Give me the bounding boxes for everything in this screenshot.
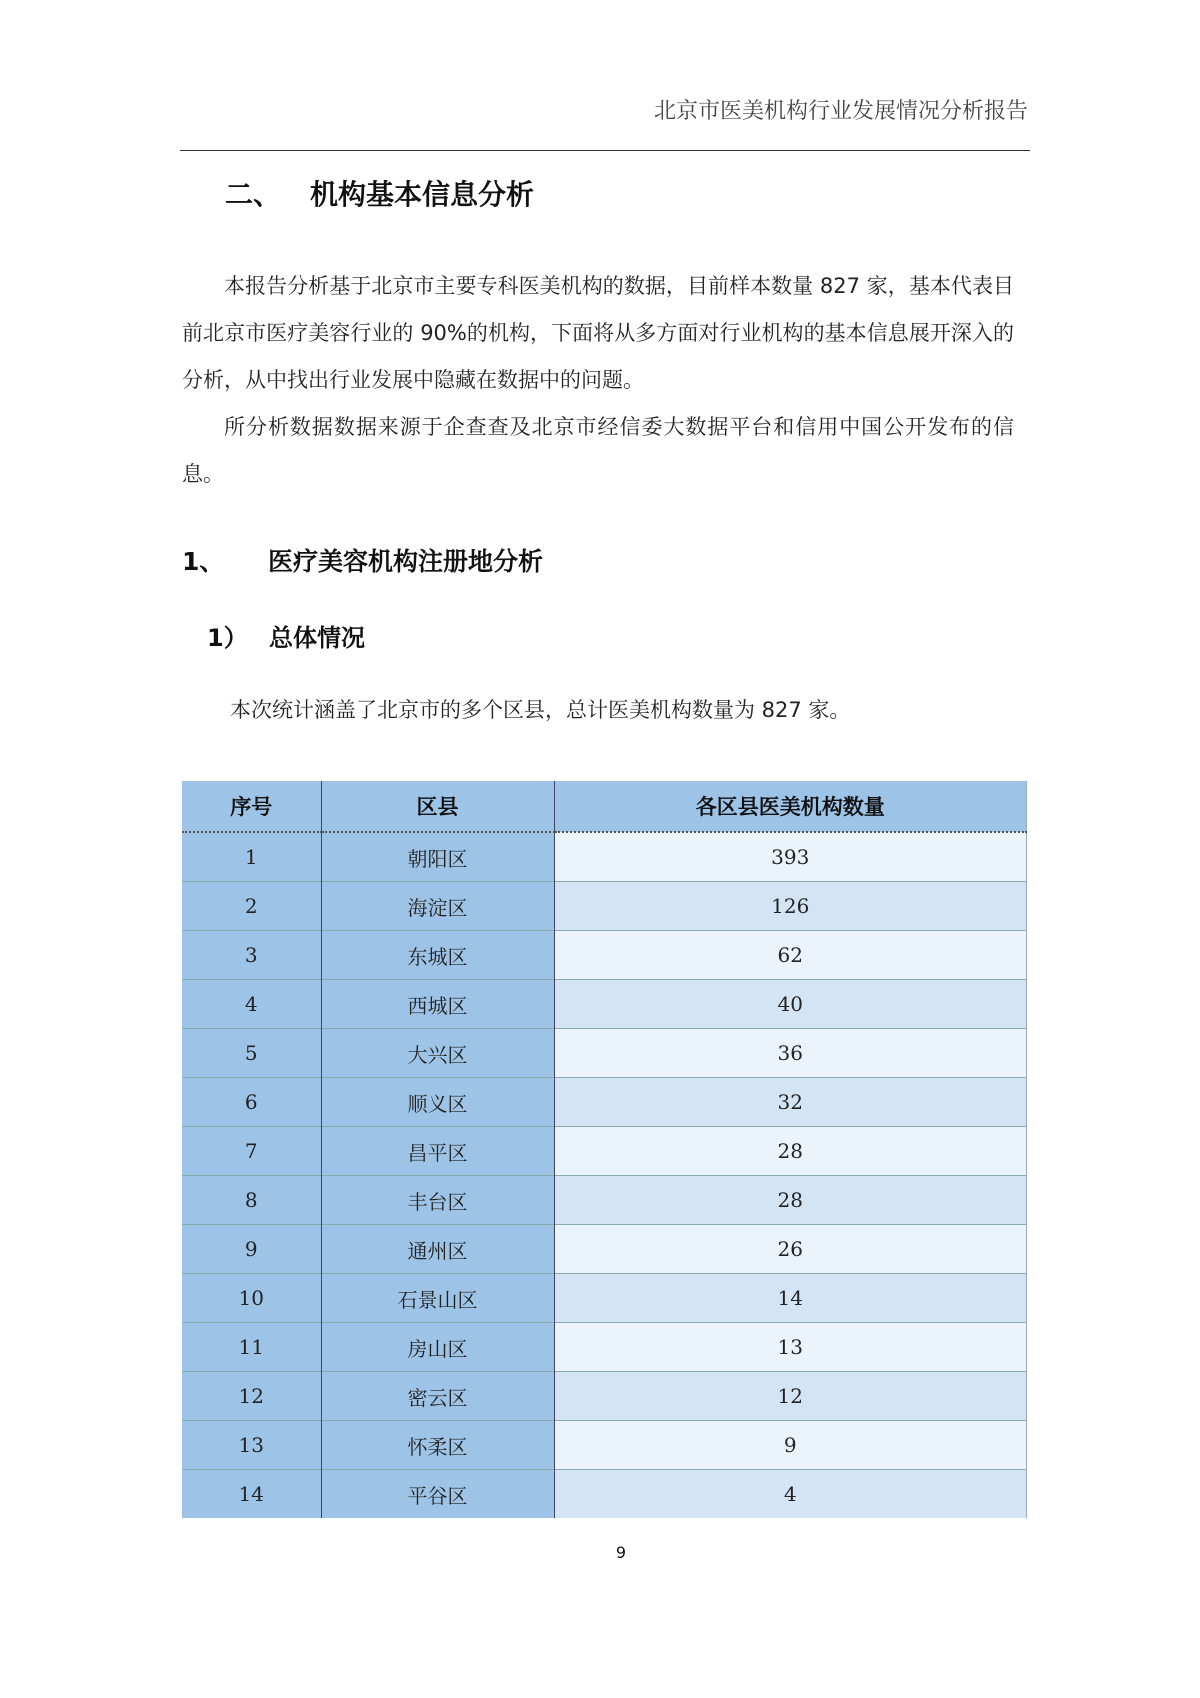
table-row: [182, 1029, 1027, 1078]
cell-index: 14: [182, 1470, 321, 1519]
cell-district: 房山区: [321, 1323, 554, 1372]
section-number: 二、: [225, 178, 282, 211]
cell-count: 28: [554, 1127, 1027, 1176]
table-row: [182, 1421, 1027, 1470]
table-row: [182, 1225, 1027, 1274]
table-row: [182, 1127, 1027, 1176]
cell-index: 3: [182, 931, 321, 980]
cell-count: 32: [554, 1078, 1027, 1127]
subsubsection-heading: [207, 618, 365, 653]
summary-text: 本次统计涵盖了北京市的多个区县，总计医美机构数量为 827 家。: [230, 698, 851, 722]
subsection-number: 1、: [182, 547, 225, 576]
cell-district: 昌平区: [321, 1127, 554, 1176]
table-row: [182, 980, 1027, 1029]
cell-district: 顺义区: [321, 1078, 554, 1127]
intro-text: [182, 263, 1014, 498]
section-title: 机构基本信息分析: [310, 178, 535, 211]
table-row: [182, 1323, 1027, 1372]
cell-index: 13: [182, 1421, 321, 1470]
running-header: 北京市医美机构行业发展情况分析报告: [653, 99, 1028, 124]
cell-count: 36: [554, 1029, 1027, 1078]
cell-count: 40: [554, 980, 1027, 1029]
table-row: [182, 1078, 1027, 1127]
table-row: [182, 931, 1027, 980]
cell-index: 1: [182, 832, 321, 882]
table-row: [182, 1176, 1027, 1225]
subsubsection-title: 总体情况: [269, 624, 365, 652]
table-row: [182, 1372, 1027, 1421]
paragraph: 所分析数据数据来源于企查查及北京市经信委大数据平台和信用中国公开发布的信息。: [182, 415, 1014, 486]
cell-district: 海淀区: [321, 882, 554, 931]
cell-district: 大兴区: [321, 1029, 554, 1078]
table-row: [182, 1274, 1027, 1323]
header-divider: [180, 150, 1030, 151]
cell-district: 朝阳区: [321, 832, 554, 882]
cell-index: 12: [182, 1372, 321, 1421]
table-row: [182, 882, 1027, 931]
cell-district: 密云区: [321, 1372, 554, 1421]
cell-count: 4: [554, 1470, 1027, 1519]
cell-count: 28: [554, 1176, 1027, 1225]
cell-index: 4: [182, 980, 321, 1029]
subsection-title: 医疗美容机构注册地分析: [268, 547, 544, 576]
cell-index: 8: [182, 1176, 321, 1225]
table-row: [182, 832, 1027, 882]
cell-count: 62: [554, 931, 1027, 980]
cell-district: 通州区: [321, 1225, 554, 1274]
cell-index: 6: [182, 1078, 321, 1127]
cell-count: 126: [554, 882, 1027, 931]
cell-index: 9: [182, 1225, 321, 1274]
cell-count: 12: [554, 1372, 1027, 1421]
header-count: 各区县医美机构数量: [554, 781, 1027, 832]
cell-index: 11: [182, 1323, 321, 1372]
cell-district: 西城区: [321, 980, 554, 1029]
cell-count: 393: [554, 832, 1027, 882]
table-row: [182, 1470, 1027, 1519]
cell-index: 5: [182, 1029, 321, 1078]
cell-district: 平谷区: [321, 1470, 554, 1519]
subsubsection-number: 1）: [207, 624, 248, 652]
cell-count: 13: [554, 1323, 1027, 1372]
paragraph: 本报告分析基于北京市主要专科医美机构的数据，目前样本数量 827 家，基本代表目前北京市医疗美容行业的 90%的机构，下面将从多方面对行业机构的基本信息展开深入的分析，从中找出行业发展中隐藏在数据中的问题。: [182, 274, 1014, 392]
cell-district: 东城区: [321, 931, 554, 980]
cell-count: 26: [554, 1225, 1027, 1274]
district-table: [182, 781, 1027, 1518]
cell-index: 7: [182, 1127, 321, 1176]
cell-count: 9: [554, 1421, 1027, 1470]
table-header-row: [182, 781, 1027, 832]
cell-district: 石景山区: [321, 1274, 554, 1323]
header-index: 序号: [182, 781, 321, 832]
section-heading: [225, 173, 534, 213]
subsection-heading: [182, 542, 543, 578]
page-number: 9: [615, 1543, 627, 1562]
cell-count: 14: [554, 1274, 1027, 1323]
cell-district: 怀柔区: [321, 1421, 554, 1470]
cell-index: 10: [182, 1274, 321, 1323]
cell-district: 丰台区: [321, 1176, 554, 1225]
cell-index: 2: [182, 882, 321, 931]
header-district: 区县: [321, 781, 554, 832]
